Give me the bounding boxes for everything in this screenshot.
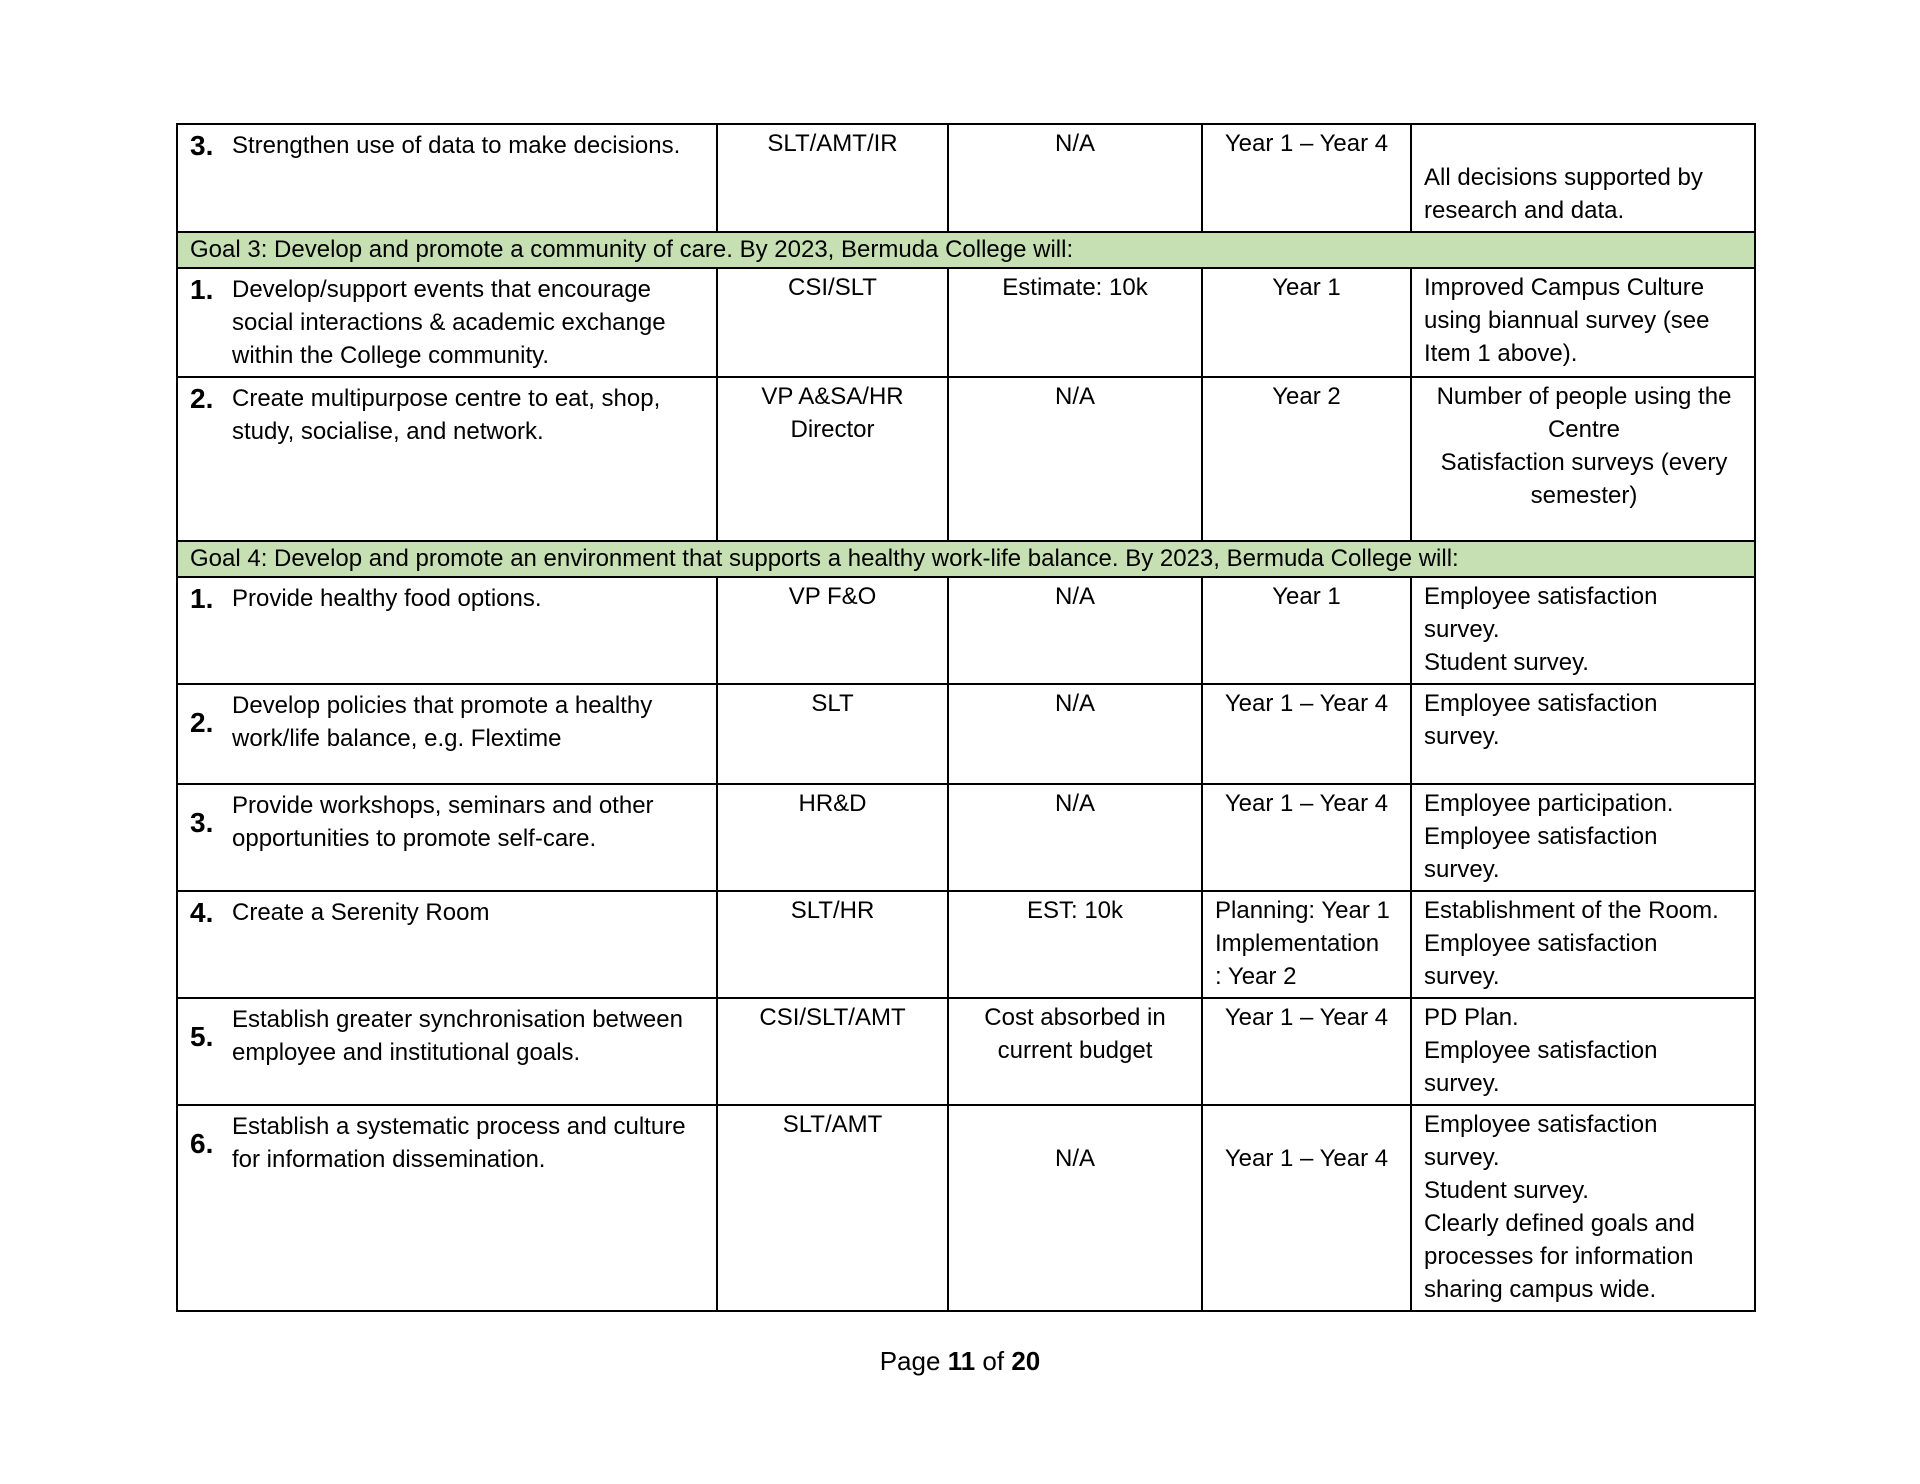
responsibility-text: CSI/SLT/AMT [759, 1004, 906, 1031]
page-footer [0, 1346, 1920, 1377]
kpi-line: Student survey. [1424, 1177, 1589, 1204]
cost-text: N/A [1054, 130, 1095, 157]
kpi-line: survey. [1424, 1144, 1500, 1171]
timeline-text: Year 2 [1272, 383, 1341, 410]
timeline-text: Year 1 – Year 4 [1224, 130, 1389, 157]
objective-text: Strengthen use of data to make decisions. [232, 132, 681, 159]
cost-text: EST: 10k [1026, 897, 1124, 924]
timeline-line: Implementation [1215, 930, 1380, 957]
table-row [177, 124, 1755, 232]
kpi-line: Number of people using the [1436, 383, 1732, 410]
item-number: 6. [190, 1127, 214, 1159]
item-number: 4. [190, 897, 214, 928]
cost-text: N/A [1054, 1145, 1095, 1172]
objective-text: Establish greater synchronisation between employee and institutional goals. [232, 1006, 683, 1066]
objective-text: Create a Serenity Room [232, 899, 490, 926]
kpi-line: survey. [1424, 616, 1500, 643]
kpi-line: PD Plan. [1424, 1004, 1519, 1031]
item-number: 5. [190, 1020, 214, 1052]
kpi-line: Item 1 above). [1424, 340, 1578, 367]
objective-text: Develop policies that promote a healthy work/life balance, e.g. Flextime [232, 692, 653, 752]
timeline-line: Planning: Year 1 [1215, 897, 1390, 924]
table-row [177, 268, 1755, 377]
table-row [177, 577, 1755, 684]
kpi-line: research and data. [1424, 197, 1625, 224]
table-row [177, 891, 1755, 998]
timeline-text: Year 1 – Year 4 [1224, 690, 1389, 717]
kpi-cell [1412, 685, 1754, 757]
item-number: 1. [190, 274, 214, 305]
kpi-line: Establishment of the Room. [1424, 897, 1719, 924]
kpi-cell [1412, 1106, 1754, 1310]
goal-4-heading: Goal 4: Develop and promote an environment that supports a healthy work-life balance. By 2023, Bermuda College will: [190, 545, 1459, 572]
item-number: 1. [190, 583, 214, 614]
item-number: 3. [190, 130, 214, 161]
objective-text: Develop/support events that encourage social interactions & academic exchange within the College community. [232, 276, 666, 369]
goal-heading-row [177, 232, 1755, 268]
responsibility-text: HR&D [798, 790, 867, 817]
timeline-text: Year 1 [1272, 583, 1341, 610]
kpi-cell [1412, 125, 1754, 231]
page-label: Page [879, 1346, 941, 1376]
item-number: 2. [190, 383, 214, 414]
responsibility-text: CSI/SLT [788, 274, 877, 301]
cost-text: N/A [1054, 790, 1095, 817]
objective-text: Establish a systematic process and culture for information dissemination. [232, 1113, 686, 1173]
kpi-line: survey. [1424, 963, 1500, 990]
cost-text: N/A [1054, 583, 1095, 610]
kpi-line: survey. [1424, 1070, 1500, 1097]
objective-text: Provide workshops, seminars and other opportunities to promote self-care. [232, 792, 654, 852]
table-row [177, 784, 1755, 891]
kpi-line: Satisfaction surveys (every [1440, 449, 1728, 476]
table-row [177, 998, 1755, 1105]
current-page-number: 11 [947, 1346, 976, 1376]
responsibility-text: VP A&SA/HR Director [761, 383, 904, 443]
kpi-line: processes for information [1424, 1243, 1694, 1270]
responsibility-text: SLT/AMT [782, 1111, 883, 1138]
kpi-line: Improved Campus Culture [1424, 274, 1705, 301]
kpi-line: sharing campus wide. [1424, 1276, 1657, 1303]
total-pages-number: 20 [1011, 1346, 1041, 1376]
timeline-text: Year 1 – Year 4 [1224, 790, 1389, 817]
responsibility-text: VP F&O [788, 583, 877, 610]
kpi-line: Employee satisfaction [1424, 1111, 1658, 1138]
kpi-cell [1412, 785, 1754, 890]
goal-3-heading: Goal 3: Develop and promote a community of care. By 2023, Bermuda College will: [190, 236, 1074, 263]
objective-text: Provide healthy food options. [232, 585, 542, 612]
kpi-line: Employee satisfaction [1424, 930, 1658, 957]
kpi-line: Clearly defined goals and [1424, 1210, 1695, 1237]
kpi-line: Employee satisfaction [1424, 690, 1658, 717]
kpi-cell [1412, 378, 1754, 516]
table-row [177, 684, 1755, 784]
kpi-line: All decisions supported by [1424, 164, 1703, 191]
objective-text: Create multipurpose centre to eat, shop, study, socialise, and network. [232, 385, 661, 445]
kpi-cell [1412, 269, 1754, 374]
goal-heading-row [177, 541, 1755, 577]
kpi-line: using biannual survey (see [1424, 307, 1710, 334]
cost-text: Estimate: 10k [1002, 274, 1148, 301]
kpi-cell [1412, 578, 1754, 683]
kpi-line: survey. [1424, 723, 1500, 750]
kpi-line: Centre [1547, 416, 1621, 443]
kpi-cell [1412, 999, 1754, 1104]
kpi-line: Employee participation. [1424, 790, 1674, 817]
responsibility-text: SLT/AMT/IR [767, 130, 898, 157]
of-label: of [982, 1346, 1005, 1376]
strategic-plan-table [176, 123, 1756, 1312]
timeline-line: : Year 2 [1215, 963, 1297, 990]
kpi-line: Employee satisfaction [1424, 583, 1658, 610]
table-row [177, 377, 1755, 541]
cost-text: Cost absorbed in current budget [984, 1004, 1166, 1064]
kpi-line: semester) [1530, 482, 1638, 509]
kpi-line: survey. [1424, 856, 1500, 883]
kpi-cell [1412, 892, 1754, 997]
timeline-text: Year 1 – Year 4 [1224, 1145, 1389, 1172]
cost-text: N/A [1054, 383, 1095, 410]
responsibility-text: SLT [811, 690, 854, 717]
timeline-cell [1203, 892, 1410, 997]
responsibility-text: SLT/HR [790, 897, 875, 924]
item-number: 3. [190, 806, 214, 838]
item-number: 2. [190, 706, 214, 738]
kpi-line: Employee satisfaction [1424, 1037, 1658, 1064]
table-row [177, 1105, 1755, 1311]
cost-text: N/A [1054, 690, 1095, 717]
timeline-text: Year 1 [1272, 274, 1341, 301]
kpi-line: Employee satisfaction [1424, 823, 1658, 850]
kpi-line: Student survey. [1424, 649, 1589, 676]
timeline-text: Year 1 – Year 4 [1224, 1004, 1389, 1031]
